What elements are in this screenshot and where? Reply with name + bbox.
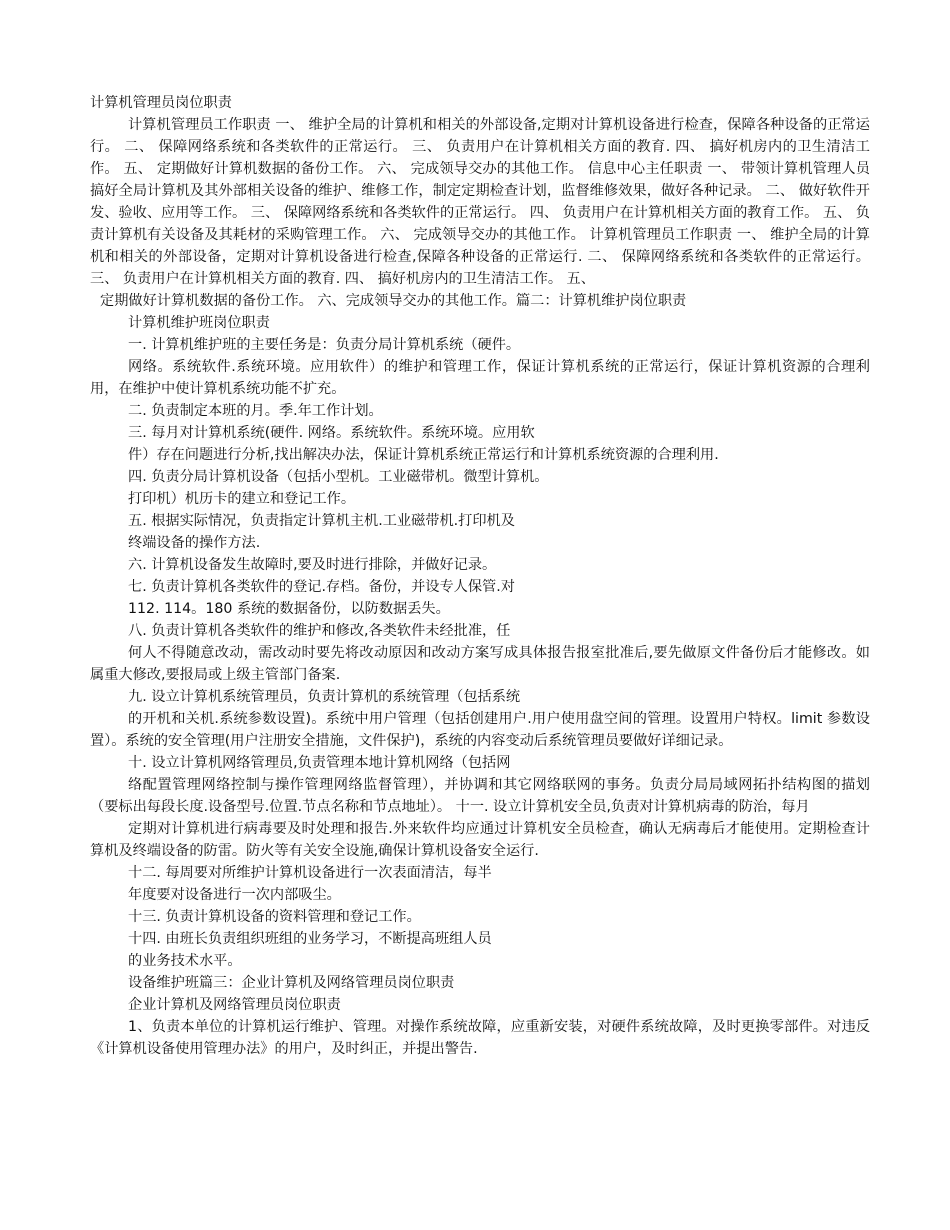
paragraph: 定期做好计算机数据的备份工作。 六、完成领导交办的其他工作。篇二：计算机维护岗位职责	[100, 293, 687, 309]
paragraph: 七. 负责计算机各类软件的登记.存档。备份，并设专人保管.对	[128, 579, 515, 595]
paragraph: 九. 设立计算机系统管理员，负责计算机的系统管理（包括系统	[128, 689, 521, 705]
paragraph: 打印机）机历卡的建立和登记工作。	[128, 491, 356, 507]
paragraph: 三. 每月对计算机系统(硬件. 网络。系统软件。系统环境。应用软	[128, 425, 535, 441]
paragraph: 十四. 由班长负责组织班组的业务学习，不断提高班组人员	[128, 931, 492, 947]
paragraph: 的开机和关机.系统参数设置)。系统中用户管理（包括创建用户.用户使用盘空间的管理。设置用户特权。limit 参数设置）。系统的安全管理(用户注册安全措施，文件保护)，系统的内容变动后系统管理员要做好详细记录。	[90, 711, 870, 749]
paragraph: 十. 设立计算机网络管理员,负责管理本地计算机网络（包括网	[128, 755, 511, 771]
paragraph: 五. 根据实际情况，负责指定计算机主机.工业磁带机.打印机及	[128, 513, 515, 529]
paragraph: 络配置管理网络控制与操作管理网络监督管理），并协调和其它网络联网的事务。负责分局局域网拓扑结构图的描划（要标出每段长度.设备型号.位置.节点名称和节点地址）。 十一. 设立计算机安全员,负责对计算机病毒的防治，每月	[90, 777, 870, 815]
paragraph: 112. 114。180 系统的数据备份，以防数据丢失。	[128, 601, 450, 617]
paragraph: 六. 计算机设备发生故障时,要及时进行排除，并做好记录。	[128, 557, 497, 573]
paragraph: 二. 负责制定本班的月。季.年工作计划。	[128, 403, 383, 419]
paragraph: 十三. 负责计算机设备的资料管理和登记工作。	[128, 909, 421, 925]
paragraph: 年度要对设备进行一次内部吸尘。	[128, 887, 341, 903]
document-title: 计算机管理员岗位职责	[90, 95, 232, 111]
paragraph: 终端设备的操作方法.	[128, 535, 261, 551]
paragraph: 四. 负责分局计算机设备（包括小型机。工业磁带机。微型计算机。	[128, 469, 549, 485]
paragraph: 十二. 每周要对所维护计算机设备进行一次表面清洁，每半	[128, 865, 492, 881]
paragraph: 定期对计算机进行病毒要及时处理和报告.外来软件均应通过计算机安全员检查，确认无病毒后才能使用。定期检查计算机及终端设备的防雷。防火等有关安全设施,确保计算机设备安全运行.	[90, 821, 870, 859]
paragraph: 1、负责本单位的计算机运行维护、管理。对操作系统故障，应重新安装，对硬件系统故障，及时更换零部件。对违反《计算机设备使用管理办法》的用户，及时纠正，并提出警告.	[90, 1019, 870, 1057]
paragraph: 计算机管理员工作职责 一、 维护全局的计算机和相关的外部设备,定期对计算机设备进行检查，保障各种设备的正常运行。 二、 保障网络系统和各类软件的正常运行。 三、 负责用户在计算机相关方面的教育. 四、 搞好机房内的卫生清洁工作。 五、 定期做好计算机数据的备份工作。 六、 完成领导交办的其他工作。 信息中心主任职责 一、 带领计算机管理人员搞好全局计算机及其外部相关设备的维护、维修工作，制定定期检查计划，监督维修效果，做好各种记录。 二、 做好软件开发、验收、应用等工作。 三、 保障网络系统和各类软件的正常运行。 四、 负责用户在计算机相关方面的教育工作。 五、 负责计算机有关设备及其耗材的采购管理工作。 六、 完成领导交办的其他工作。 计算机管理员工作职责 一、 维护全局的计算机和相关的外部设备，定期对计算机设备进行检查,保障各种设备的正常运行. 二、 保障网络系统和各类软件的正常运行。 三、 负责用户在计算机相关方面的教育. 四、 搞好机房内的卫生清洁工作。 五、	[90, 117, 870, 287]
paragraph: 何人不得随意改动，需改动时要先将改动原因和改动方案写成具体报告报室批准后,要先做原文件备份后才能修改。如属重大修改,要报局或上级主管部门备案.	[90, 645, 870, 683]
paragraph: 件）存在问题进行分析,找出解决办法，保证计算机系统正常运行和计算机系统资源的合理利用.	[128, 447, 719, 463]
paragraph: 八. 负责计算机各类软件的维护和修改,各类软件未经批准，任	[128, 623, 511, 639]
paragraph: 计算机维护班岗位职责	[128, 315, 270, 331]
paragraph: 一. 计算机维护班的主要任务是：负责分局计算机系统（硬件。	[128, 337, 521, 353]
paragraph: 网络。系统软件.系统环境。应用软件）的维护和管理工作，保证计算机系统的正常运行，保证计算机资源的合理利用，在维护中使计算机系统功能不扩充。	[90, 359, 870, 397]
document-body	[90, 92, 870, 1060]
paragraph: 设备维护班篇三：企业计算机及网络管理员岗位职责	[128, 975, 455, 991]
paragraph: 企业计算机及网络管理员岗位职责	[128, 997, 341, 1013]
paragraph: 的业务技术水平。	[128, 953, 242, 969]
